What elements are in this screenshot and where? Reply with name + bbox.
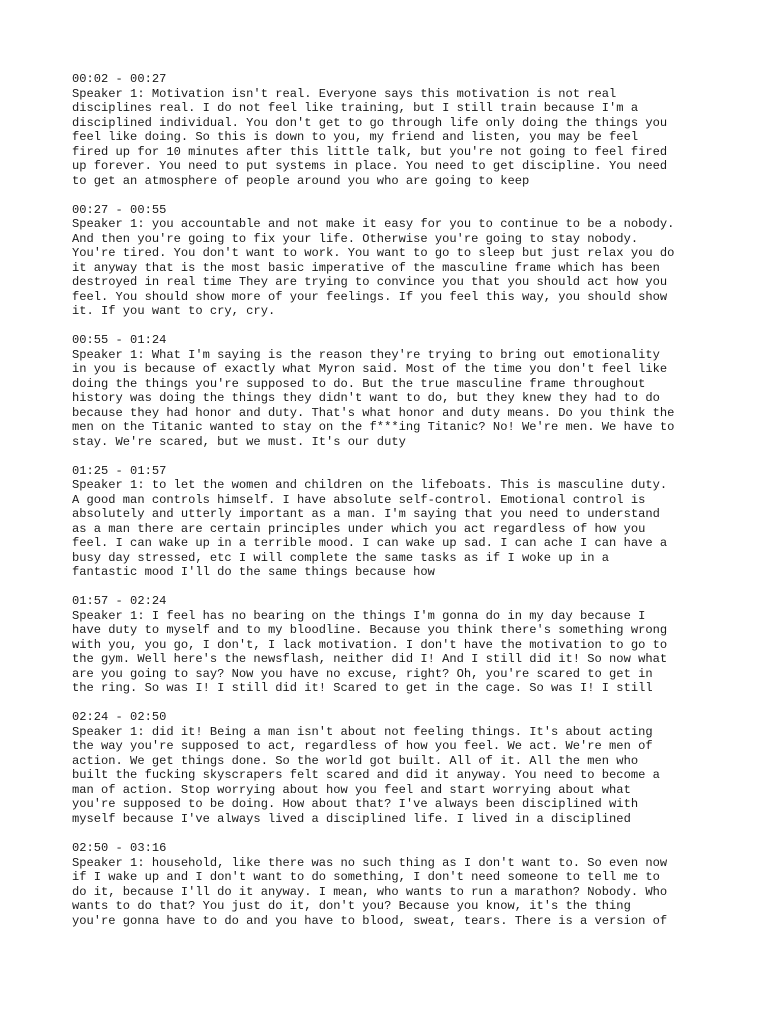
- segment-text-line: the way you're supposed to act, regardless of how you feel. We act. We're men of: [72, 739, 653, 754]
- transcript-page: [72, 72, 702, 943]
- segment-text-line: men on the Titanic wanted to stay on the f***ing Titanic? No! We're men. We have to: [72, 420, 675, 435]
- segment-timestamp: 00:27 - 00:55: [72, 202, 167, 217]
- segment-text-line: And then you're going to fix your life. Otherwise you're going to stay nobody.: [72, 231, 639, 246]
- transcript-segment-3: [72, 333, 702, 449]
- transcript-segment-7: [72, 841, 702, 928]
- segment-text-line: do it, because I'll do it anyway. I mean, who wants to run a marathon? Nobody. Who: [72, 884, 668, 899]
- segment-text-line: man of action. Stop worrying about how you feel and start worrying about what: [72, 782, 631, 797]
- transcript-segment-2: [72, 203, 702, 319]
- transcript-segment-5: [72, 594, 702, 696]
- segment-text-line: myself because I've always lived a disciplined life. I lived in a disciplined: [72, 811, 631, 826]
- segment-text-line: feel. You should show more of your feelings. If you feel this way, you should show: [72, 289, 668, 304]
- segment-text-line: feel like doing. So this is down to you, my friend and listen, you may be feel: [72, 130, 639, 144]
- segment-timestamp: 00:02 - 00:27: [72, 72, 167, 86]
- segment-text-line: the gym. Well here's the newsflash, neither did I! And I still did it! So now what: [72, 652, 668, 667]
- segment-text-line: with you, you go, I don't, I lack motivation. I don't have the motivation to go to: [72, 637, 668, 652]
- segment-text-line: in you is because of exactly what Myron said. Most of the time you don't feel like: [72, 362, 668, 377]
- segment-text-line: as a man there are certain principles under which you act regardless of how you: [72, 521, 646, 536]
- segment-text-line: built the fucking skyscrapers felt scared and did it anyway. You need to become a: [72, 768, 660, 783]
- segment-text-line: Speaker 1: I feel has no bearing on the things I'm gonna do in my day because I: [72, 608, 646, 623]
- segment-text-line: disciplined individual. You don't get to go through life only doing the things you: [72, 115, 668, 130]
- segment-text-line: it. If you want to cry, cry.: [72, 304, 276, 319]
- segment-text-line: the ring. So was I! I still did it! Scared to get in the cage. So was I! I still: [72, 681, 653, 696]
- segment-text-line: Speaker 1: to let the women and children on the lifeboats. This is masculine duty.: [72, 478, 668, 493]
- segment-text-line: feel. I can wake up in a terrible mood. I can wake up sad. I can ache I can have a: [72, 536, 668, 551]
- segment-text-line: to get an atmosphere of people around you who are going to keep: [72, 173, 530, 188]
- segment-text-line: if I wake up and I don't want to do something, I don't need someone to tell me to: [72, 870, 660, 885]
- segment-text-line: destroyed in real time They are trying to convince you that you should act how you: [72, 275, 668, 290]
- segment-text-line: history was doing the things they didn't want to do, but they knew they had to do: [72, 391, 660, 406]
- segment-text-line: stay. We're scared, but we must. It's our duty: [72, 434, 406, 449]
- segment-text-line: wants to do that? You just do it, don't you? Because you know, it's the thing: [72, 899, 631, 914]
- segment-text-line: up forever. You need to put systems in place. You need to get discipline. You need: [72, 159, 668, 173]
- segment-text-line: You're tired. You don't want to work. You want to go to sleep but just relax you do: [72, 246, 675, 261]
- segment-text-line: busy day stressed, etc I will complete the same tasks as if I woke up in a: [72, 550, 610, 565]
- segment-text-line: Speaker 1: you accountable and not make it easy for you to continue to be a nobody.: [72, 217, 675, 232]
- segment-timestamp: 02:50 - 03:16: [72, 841, 167, 856]
- segment-text-line: absolutely and utterly important as a man. I'm saying that you need to understand: [72, 507, 660, 522]
- segment-timestamp: 00:55 - 01:24: [72, 333, 167, 348]
- segment-text-line: fantastic mood I'll do the same things because how: [72, 565, 435, 580]
- segment-text-line: are you going to say? Now you have no excuse, right? Oh, you're scared to get in: [72, 666, 653, 681]
- segment-text-line: doing the things you're supposed to do. But the true masculine frame throughout: [72, 376, 646, 391]
- segment-text-line: have duty to myself and to my bloodline. Because you think there's something wrong: [72, 623, 668, 638]
- segment-timestamp: 01:25 - 01:57: [72, 463, 167, 478]
- segment-text-line: disciplines real. I do not feel like training, but I still train because I'm a: [72, 101, 639, 115]
- segment-text-line: Speaker 1: did it! Being a man isn't about not feeling things. It's about acting: [72, 724, 653, 739]
- segment-text-line: Speaker 1: What I'm saying is the reason they're trying to bring out emotionality: [72, 347, 660, 362]
- segment-text-line: you're gonna have to do and you have to blood, sweat, tears. There is a version of: [72, 913, 668, 928]
- segment-text-line: A good man controls himself. I have absolute self-control. Emotional control is: [72, 492, 646, 507]
- segment-text-line: because they had honor and duty. That's what honor and duty means. Do you think the: [72, 405, 675, 420]
- segment-text-line: Speaker 1: household, like there was no such thing as I don't want to. So even now: [72, 855, 668, 870]
- transcript-segment-1: [72, 72, 702, 188]
- segment-text-line: it anyway that is the most basic imperative of the masculine frame which has been: [72, 260, 660, 275]
- segment-text-line: fired up for 10 minutes after this little talk, but you're not going to feel fired: [72, 144, 668, 159]
- segment-text-line: action. We get things done. So the world got built. All of it. All the men who: [72, 753, 639, 768]
- segment-text-line: you're supposed to be doing. How about that? I've always been disciplined with: [72, 797, 639, 812]
- transcript-segment-6: [72, 710, 702, 826]
- segment-text-line: Speaker 1: Motivation isn't real. Everyone says this motivation is not real: [72, 86, 617, 101]
- transcript-segment-4: [72, 464, 702, 580]
- segment-timestamp: 01:57 - 02:24: [72, 594, 167, 609]
- segment-timestamp: 02:24 - 02:50: [72, 710, 167, 725]
